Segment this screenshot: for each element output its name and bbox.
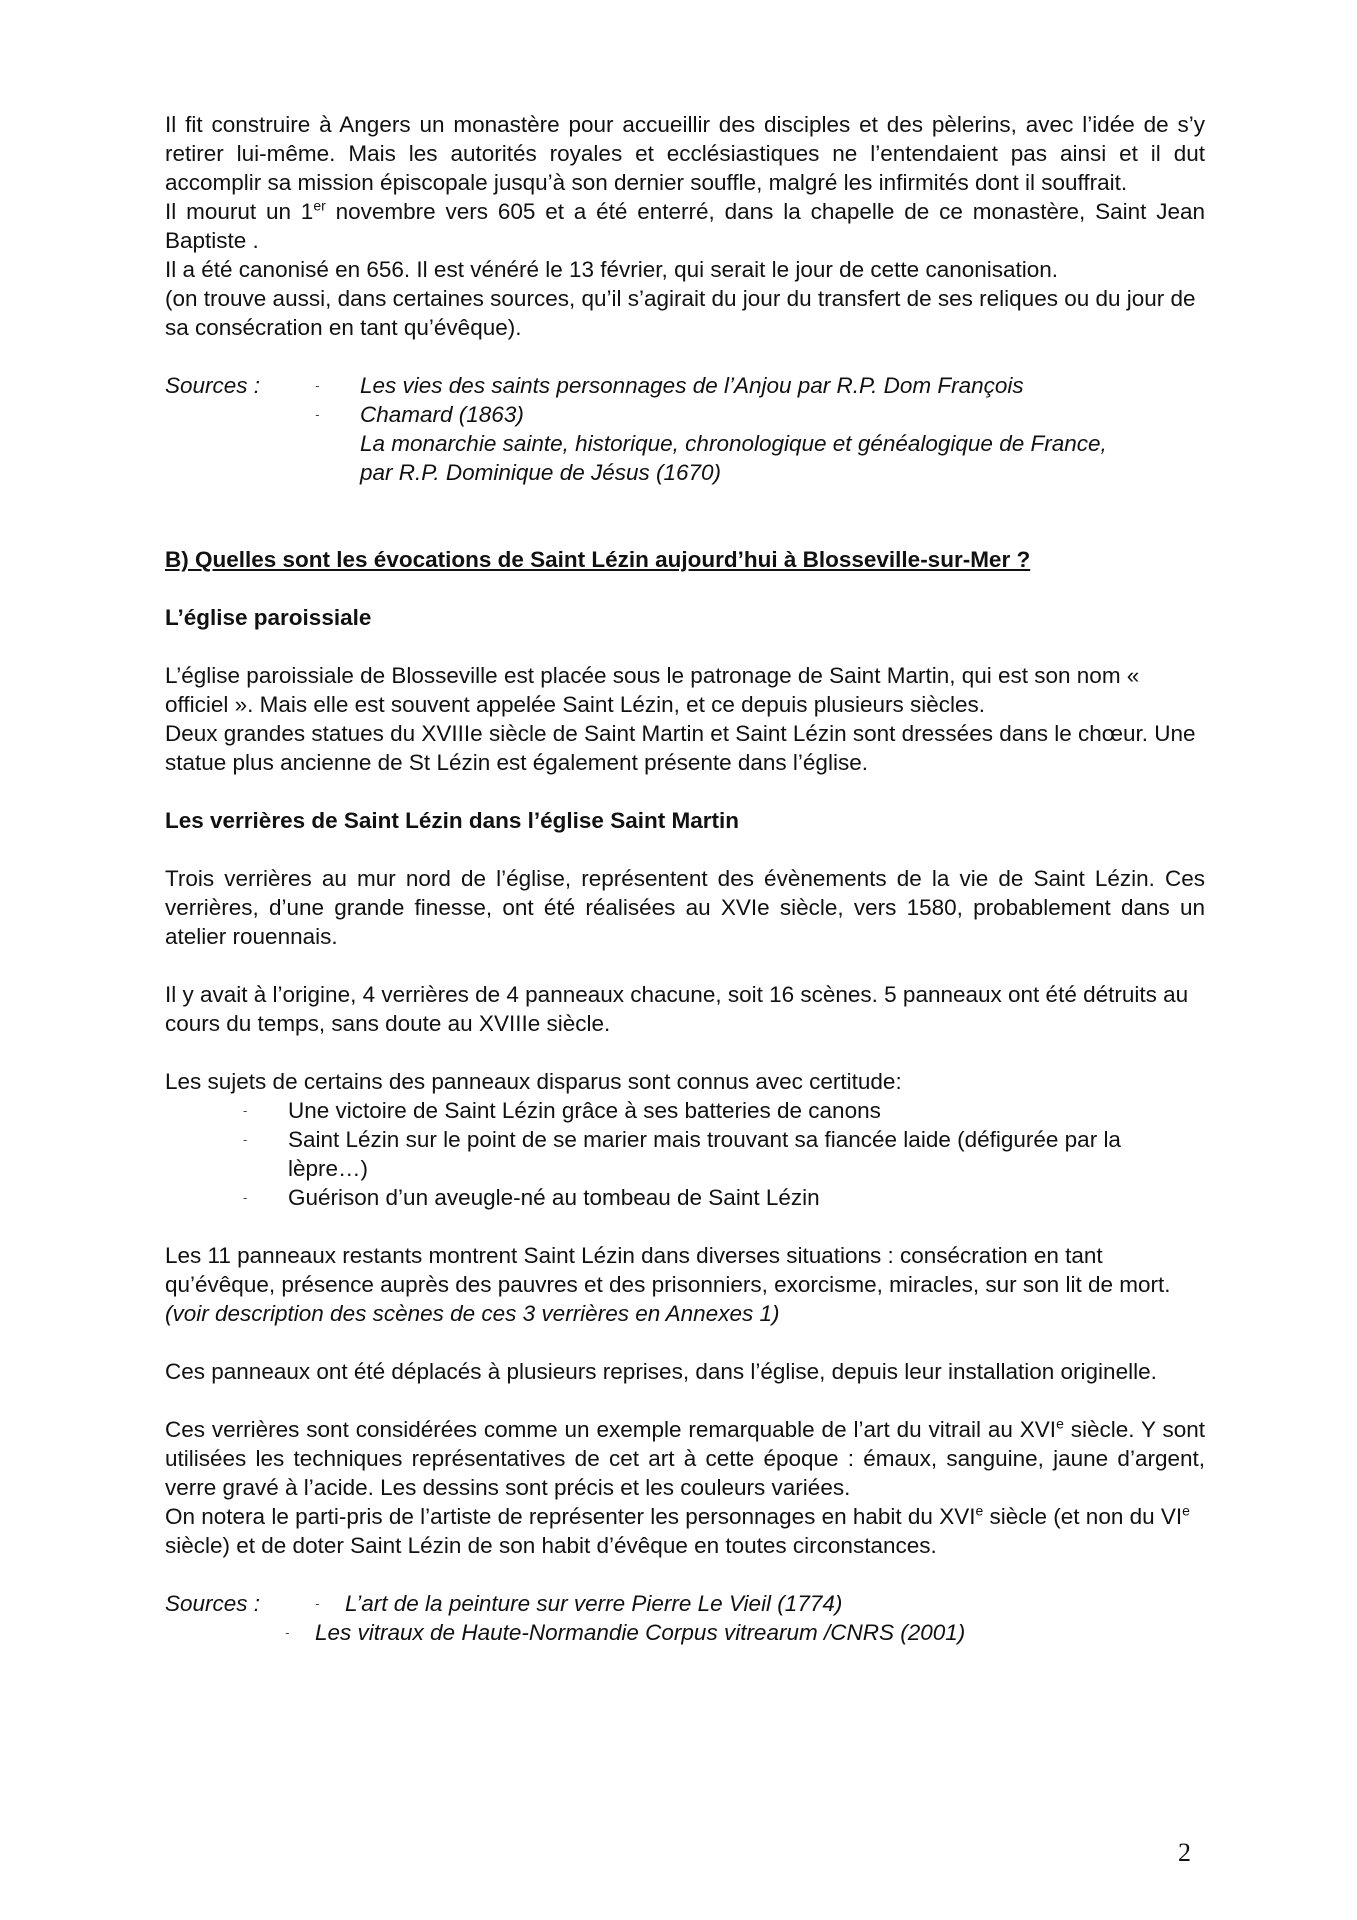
heading-eglise: L’église paroissiale	[165, 605, 372, 630]
source-item: - Les vies des saints personnages de l’Anjou par R.P. Dom François	[315, 373, 1024, 398]
verrieres-paragraph-5: Ces panneaux ont été déplacés à plusieurs reprises, dans l’église, depuis leur installation originelle.	[165, 1359, 1157, 1384]
list-item: - Guérison d’un aveugle-né au tombeau de Saint Lézin	[243, 1185, 820, 1210]
heading-verrieres: Les verrières de Saint Lézin dans l’église Saint Martin	[165, 808, 739, 833]
sources-block-1	[165, 371, 1205, 487]
sources-block-2	[165, 1589, 1205, 1647]
dash-bullet: -	[243, 1132, 248, 1147]
document-page	[165, 110, 1205, 1647]
list-item: - Saint Lézin sur le point de se marier mais trouvant sa fiancée laide (défigurée par la lèpre…)	[243, 1127, 1121, 1181]
intro-paragraph-4: (on trouve aussi, dans certaines sources, qu’il s’agirait du jour du transfert de ses reliques ou du jour de sa consécration en tant qu’évêque).	[165, 286, 1196, 340]
verrieres-paragraph-2: Il y avait à l’origine, 4 verrières de 4 panneaux chacune, soit 16 scènes. 5 panneaux ont été détruits au cours du temps, sans doute au XVIIIe siècle.	[165, 982, 1189, 1036]
dash-bullet: -	[315, 378, 320, 393]
dash-bullet: -	[285, 1625, 290, 1640]
sources-label: Sources :	[165, 1591, 261, 1616]
dash-bullet: -	[243, 1103, 248, 1118]
dash-bullet: -	[315, 1596, 320, 1611]
eglise-paragraph-2: Deux grandes statues du XVIIIe siècle de Saint Martin et Saint Lézin sont dressées dans le chœur. Une statue plus ancienne de St Lézin est également présente dans l’église.	[165, 721, 1196, 775]
missing-panels-list	[243, 1096, 1205, 1212]
dash-bullet: -	[315, 407, 320, 422]
intro-paragraph-3: Il a été canonisé en 656. Il est vénéré le 13 février, qui serait le jour de cette canonisation.	[165, 257, 1059, 282]
eglise-paragraph-1: L’église paroissiale de Blosseville est placée sous le patronage de Saint Martin, qui est son nom « officiel ». Mais elle est souvent appelée Saint Lézin, et ce depuis plusieurs siècles.	[165, 663, 1140, 717]
source-item-continuation: La monarchie sainte, historique, chronologique et généalogique de France,	[360, 431, 1107, 456]
verrieres-paragraph-6: Ces verrières sont considérées comme un exemple remarquable de l’art du vitrail au XVIe siècle. Y sont utilisées les techniques représentatives de cet art à cette époque : émaux, sanguine, jaune d’argent, verre gravé à l’acide. Les dessins sont précis et les couleurs variées.	[165, 1415, 1205, 1500]
source-item-continuation: par R.P. Dominique de Jésus (1670)	[360, 460, 722, 485]
verrieres-paragraph-7: On notera le parti-pris de l’artiste de représenter les personnages en habit du XVIe siècle (et non du VIe siècle) et de doter Saint Lézin de son habit d’évêque en toutes circonstances.	[165, 1502, 1190, 1558]
source-item: - Chamard (1863)	[315, 402, 524, 427]
list-item: - Une victoire de Saint Lézin grâce à ses batteries de canons	[243, 1098, 881, 1123]
verrieres-paragraph-1: Trois verrières au mur nord de l’église, représentent des évènements de la vie de Saint Lézin. Ces verrières, d’une grande finesse, ont été réalisées au XVIe siècle, vers 1580, probablement dans un atelier rouennais.	[165, 866, 1205, 949]
source-item: - L’art de la peinture sur verre Pierre Le Vieil (1774)	[315, 1591, 843, 1616]
intro-paragraph-2: Il mourut un 1er novembre vers 605 et a été enterré, dans la chapelle de ce monastère, Saint Jean Baptiste .	[165, 197, 1205, 253]
section-b-title: B) Quelles sont les évocations de Saint Lézin aujourd’hui à Blosseville-sur-Mer ?	[165, 547, 1031, 572]
verrieres-paragraph-4: Les 11 panneaux restants montrent Saint Lézin dans diverses situations : consécration en tant qu’évêque, présence auprès des pauvres et des prisonniers, exorcisme, miracles, sur son lit de mort. (voir description des scènes de ces 3 verrières en Annexes 1)	[165, 1243, 1171, 1326]
verrieres-paragraph-3: Les sujets de certains des panneaux disparus sont connus avec certitude:	[165, 1069, 902, 1094]
source-item: - Les vitraux de Haute-Normandie Corpus vitrearum /CNRS (2001)	[285, 1620, 966, 1645]
dash-bullet: -	[243, 1190, 248, 1205]
sources-label: Sources :	[165, 373, 261, 398]
intro-paragraph-1: Il fit construire à Angers un monastère pour accueillir des disciples et des pèlerins, avec l’idée de s’y retirer lui-même. Mais les autorités royales et ecclésiastiques ne l’entendaient pas ainsi et il dut accomplir sa mission épiscopale jusqu’à son dernier souffle, malgré les infirmités dont il souffrait.	[165, 112, 1205, 195]
page-number: 2	[1178, 1838, 1191, 1867]
